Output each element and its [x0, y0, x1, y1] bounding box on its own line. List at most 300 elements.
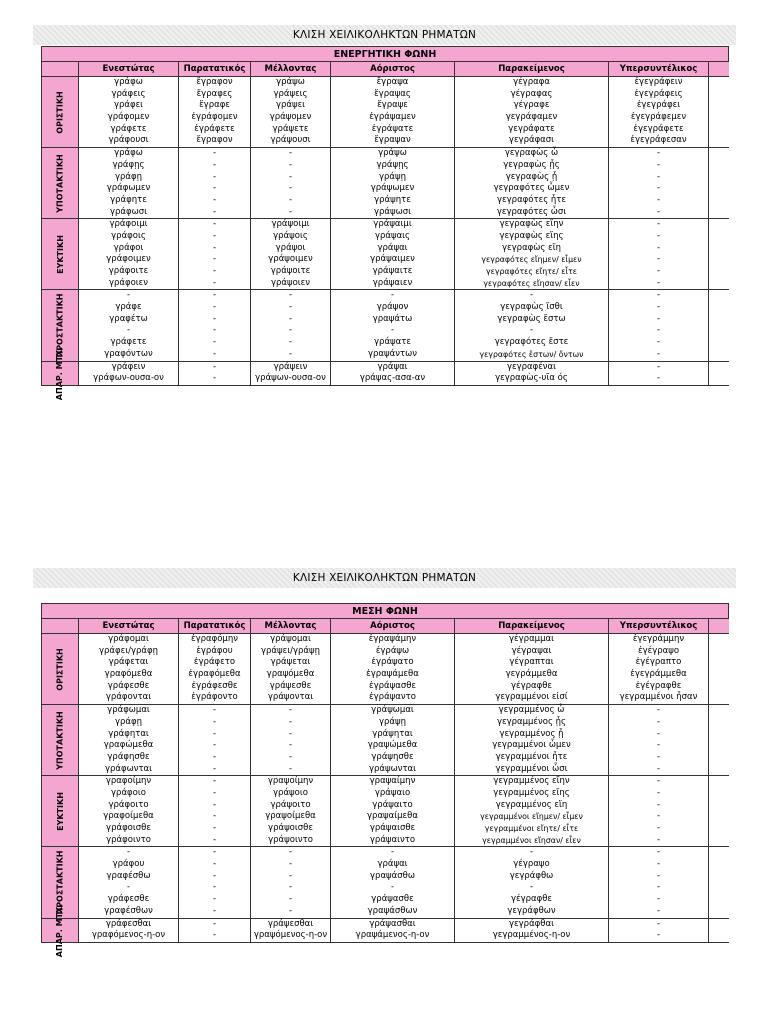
- table-cell: -: [212, 219, 217, 230]
- table-cell: γεγραφὼς-υῖα ός: [495, 373, 568, 384]
- table-cell: γράφωνται: [104, 763, 153, 774]
- tense-column: [455, 148, 609, 218]
- tense-column: [609, 847, 709, 917]
- table-cell: -: [126, 882, 131, 893]
- mood-label-text: ΥΠΟΤΑΚΤΙΚΗ: [55, 153, 65, 213]
- table-cell: -: [288, 171, 293, 182]
- table-cell: γεγραφότες εἴημεν/ εἶμεν: [481, 255, 582, 265]
- table-cell: -: [212, 302, 217, 313]
- mood-group: [41, 847, 729, 918]
- table-cell: -: [390, 882, 395, 893]
- table-cell: ἐγραψάμην: [368, 634, 417, 644]
- table-cell: ἔγραψα: [376, 77, 409, 87]
- table-cell: γράψοιντο: [268, 834, 313, 845]
- table-cell: ἐγράψω: [375, 645, 410, 656]
- table-cell: γέγραψαι: [511, 645, 552, 656]
- table-cell: -: [656, 859, 661, 870]
- table-cell: γράφοιμι: [109, 219, 148, 230]
- column-header: Υπερσυντέλικος: [609, 62, 709, 76]
- tense-column: [251, 290, 331, 360]
- table-cell: γεγραμμένος εἴην: [493, 776, 570, 787]
- table-cell: γράφει/γράφῃ: [99, 645, 158, 656]
- table-cell: γεγραφὼς εἴη: [502, 242, 561, 253]
- table-cell: γράψονται: [267, 692, 314, 703]
- page-title-middle: ΚΛΙΣΗ ΧΕΙΛΙΚΟΛΗΚΤΩΝ ΡΗΜΑΤΩΝ: [33, 568, 736, 588]
- table-cell: -: [656, 183, 661, 194]
- tense-column: [331, 290, 455, 360]
- table-cell: -: [656, 705, 661, 716]
- table-cell: ἔγραφον: [196, 77, 233, 87]
- table-cell: γράψοιμεν: [268, 254, 313, 265]
- table-cell: γράφεις: [111, 88, 146, 99]
- column-header: Ενεστώτας: [79, 62, 179, 76]
- table-cell: γραψόμενος-η-ον: [253, 930, 328, 941]
- column-header: Μέλλοντας: [251, 619, 331, 633]
- table-cell: -: [212, 194, 217, 205]
- tense-column: [251, 634, 331, 704]
- table-cell: γράφω: [114, 77, 143, 87]
- table-cell: -: [656, 230, 661, 241]
- table-cell: γράφεται: [108, 657, 149, 668]
- table-cell: -: [656, 242, 661, 253]
- table-cell: -: [529, 882, 534, 893]
- table-cell: -: [656, 194, 661, 205]
- table-cell: γράφεσθε: [107, 894, 150, 905]
- table-cell: γράψασθαι: [369, 918, 416, 929]
- table-cell: -: [212, 870, 217, 881]
- table-cell: γράφοιμεν: [106, 254, 151, 265]
- table-cell: γράψηται: [372, 728, 413, 739]
- table-cell: γράψαιεν: [372, 277, 413, 288]
- mood-label: [42, 776, 79, 846]
- mood-group: [41, 634, 729, 705]
- table-cell: γεγραφότες ὦμεν: [493, 183, 570, 194]
- table-cell: -: [212, 905, 217, 916]
- table-cell: γεγραμμένοι εἴησαν/ εἶεν: [482, 835, 581, 845]
- table-cell: γεγράφασι: [508, 135, 555, 146]
- table-cell: -: [656, 930, 661, 941]
- tense-column: [79, 919, 179, 942]
- table-cell: γράφωμαι: [107, 705, 150, 716]
- table-cell: γράψητε: [374, 194, 411, 205]
- table-cell: γράψετε: [272, 123, 309, 134]
- table-cell: γράψαιντο: [369, 834, 416, 845]
- table-cell: γράφοις: [111, 230, 146, 241]
- tense-column: [79, 362, 179, 385]
- column-header: Παρατατικός: [179, 619, 251, 633]
- tense-column: [609, 634, 709, 704]
- table-cell: γράφεσθαι: [105, 918, 152, 929]
- table-cell: ἔγραφον: [196, 135, 233, 146]
- table-cell: -: [656, 373, 661, 384]
- table-cell: -: [656, 277, 661, 288]
- table-cell: γράφω: [114, 148, 143, 159]
- table-cell: ἐγραφόμεθα: [188, 669, 241, 680]
- column-header: Παρακείμενος: [455, 62, 609, 76]
- table-cell: γεγραφότες ἦτε: [497, 194, 566, 205]
- table-cell: γεγραφὼς ᾖ: [505, 171, 558, 182]
- mood-group: [41, 776, 729, 847]
- tense-column: [331, 847, 455, 917]
- table-cell: -: [288, 194, 293, 205]
- table-cell: γεγραφὼς ἴσθι: [500, 302, 563, 313]
- table-cell: -: [126, 325, 131, 336]
- tense-column: [455, 77, 609, 147]
- table-cell: -: [288, 847, 293, 858]
- table-cell: γέγραφε: [513, 100, 550, 111]
- table-cell: γράψωμαι: [371, 705, 414, 716]
- tense-column: [179, 362, 251, 385]
- table-cell: γράψειν: [273, 361, 308, 372]
- table-cell: γεγραμμένος-η-ον: [492, 930, 571, 941]
- table-cell: -: [212, 348, 217, 359]
- table-cell: γεγραμμένος εἴη: [495, 799, 568, 810]
- mood-group: [41, 77, 729, 148]
- mood-label: [42, 77, 79, 147]
- table-cell: γραψάσθω: [370, 870, 415, 881]
- tense-column: [179, 290, 251, 360]
- table-cell: γράψαιο: [374, 787, 411, 798]
- table-cell: -: [212, 847, 217, 858]
- table-cell: -: [212, 361, 217, 372]
- table-cell: -: [656, 361, 661, 372]
- table-cell: γραφόμενος-η-ον: [91, 930, 166, 941]
- table-cell: γράψοιεν: [270, 277, 311, 288]
- table-cell: γράφοιντο: [106, 834, 151, 845]
- table-cell: γραψόμεθα: [266, 669, 315, 680]
- tense-column: [455, 219, 609, 289]
- middle-voice-table: [41, 603, 729, 957]
- table-cell: γράφειν: [111, 361, 146, 372]
- table-cell: -: [288, 302, 293, 313]
- tense-column: [251, 776, 331, 846]
- table-cell: ἔγραψε: [377, 100, 408, 111]
- table-cell: γράψοις: [273, 230, 308, 241]
- table-cell: γραψαίμην: [369, 776, 416, 787]
- table-cell: -: [288, 705, 293, 716]
- table-cell: -: [656, 302, 661, 313]
- table-cell: γράψεσθαι: [267, 918, 314, 929]
- active-voice-table: [41, 46, 729, 400]
- tense-column: [179, 77, 251, 147]
- table-cell: γράφῃς: [112, 159, 145, 170]
- table-cell: -: [288, 716, 293, 727]
- mood-group: [41, 219, 729, 290]
- table-cell: γεγραμμένοι ἦτε: [495, 751, 568, 762]
- table-cell: -: [288, 313, 293, 324]
- table-cell: γράψαισθε: [369, 823, 416, 833]
- table-cell: -: [288, 728, 293, 739]
- table-cell: γράφηται: [108, 728, 149, 739]
- tense-column: [79, 847, 179, 917]
- table-cell: γεγράφαμεν: [505, 112, 558, 123]
- table-cell: -: [288, 325, 293, 336]
- table-cell: -: [656, 148, 661, 159]
- table-cell: -: [212, 206, 217, 217]
- table-cell: γράψασθε: [371, 894, 414, 905]
- tense-column: [455, 362, 609, 385]
- table-cell: ἐγεγράφεσαν: [630, 135, 687, 146]
- table-cell: ἐγεγράφει: [636, 100, 681, 111]
- table-cell: γράψομαι: [270, 634, 311, 644]
- table-cell: ἐγράψαμεν: [369, 112, 416, 123]
- table-cell: -: [212, 751, 217, 762]
- mood-label-text: ΕΥΚΤΙΚΗ: [55, 791, 65, 831]
- table-cell: -: [288, 148, 293, 159]
- table-cell: -: [656, 799, 661, 810]
- table-cell: γράφησθε: [107, 751, 150, 762]
- table-cell: ἐγεγράφετε: [633, 123, 684, 134]
- table-cell: -: [288, 905, 293, 916]
- tense-column: [455, 705, 609, 775]
- table-cell: -: [656, 905, 661, 916]
- voice-title: ΕΝΕΡΓΗΤΙΚΗ ΦΩΝΗ: [41, 46, 729, 62]
- table-cell: -: [656, 266, 661, 276]
- table-cell: γεγραφότες ὦσι: [496, 206, 567, 217]
- tense-column: [609, 776, 709, 846]
- table-cell: ἐγράφοντο: [191, 692, 238, 703]
- table-cell: -: [390, 325, 395, 336]
- tense-column: [79, 77, 179, 147]
- table-cell: -: [656, 894, 661, 905]
- table-cell: ἐγράψασθε: [368, 680, 416, 691]
- table-cell: -: [212, 290, 217, 301]
- column-header: Μέλλοντας: [251, 62, 331, 76]
- table-cell: γεγραμμένοι εἴημεν/ εἶμεν: [480, 812, 583, 822]
- table-cell: γεγραφὼς ἔστω: [497, 313, 566, 324]
- table-cell: -: [288, 859, 293, 870]
- tense-column: [331, 705, 455, 775]
- table-cell: ἐγεγράμμεθα: [630, 669, 687, 680]
- column-header: Αόριστος: [331, 62, 455, 76]
- table-cell: γεγράφατε: [508, 123, 555, 134]
- table-cell: γράφοιτε: [108, 266, 149, 276]
- tense-column: [251, 148, 331, 218]
- tense-column: [609, 919, 709, 942]
- table-cell: γράφῃ: [114, 716, 143, 727]
- table-cell: γράψει: [275, 100, 306, 111]
- table-cell: -: [126, 847, 131, 858]
- table-cell: γραψάσθων: [367, 905, 418, 916]
- table-cell: γεγραμμένοι ἦσαν: [619, 692, 698, 703]
- table-cell: γράψατε: [374, 337, 411, 348]
- table-cell: -: [288, 348, 293, 359]
- table-cell: -: [656, 290, 661, 301]
- table-cell: γράψοιτε: [270, 266, 311, 276]
- tense-column: [79, 776, 179, 846]
- tense-column: [179, 219, 251, 289]
- table-cell: γράφεσθε: [107, 680, 150, 691]
- table-cell: -: [212, 823, 217, 833]
- table-cell: ἐγράφετο: [193, 657, 236, 668]
- mood-label: [42, 903, 79, 957]
- table-cell: γράψω: [378, 148, 407, 159]
- table-cell: γεγραμμένος ὦ: [498, 705, 565, 716]
- tense-column: [179, 148, 251, 218]
- table-cell: γεγραφὼς εἴης: [499, 230, 564, 241]
- table-cell: -: [212, 148, 217, 159]
- table-cell: ἔγραψας: [374, 88, 411, 99]
- table-cell: γεγραφὼς ᾖς: [503, 159, 560, 170]
- tense-column: [455, 290, 609, 360]
- table-cell: γεγραμμένοι ὦσι: [495, 763, 568, 774]
- table-cell: γράψεις: [273, 88, 308, 99]
- table-cell: γράφοισθε: [106, 823, 151, 833]
- table-cell: -: [212, 254, 217, 265]
- table-cell: -: [656, 751, 661, 762]
- tense-column: [79, 705, 179, 775]
- column-header: Υπερσυντέλικος: [609, 619, 709, 633]
- table-cell: -: [656, 159, 661, 170]
- table-cell: γράψαι: [377, 242, 408, 253]
- table-cell: -: [288, 206, 293, 217]
- tense-column: [609, 705, 709, 775]
- table-cell: γράφονται: [105, 692, 152, 703]
- table-cell: -: [212, 859, 217, 870]
- table-cell: γράψον: [376, 302, 409, 313]
- table-cell: -: [288, 882, 293, 893]
- table-cell: -: [288, 290, 293, 301]
- table-cell: γεγράφθων: [507, 905, 556, 916]
- table-cell: γράψῃ: [378, 171, 407, 182]
- table-cell: γράψοιτο: [270, 799, 311, 810]
- table-cell: γραφώμεθα: [103, 740, 154, 751]
- tense-column: [179, 705, 251, 775]
- table-cell: ἐγεγράφεις: [634, 88, 683, 99]
- table-cell: -: [212, 882, 217, 893]
- table-cell: γράφωμεν: [106, 183, 151, 194]
- mood-group: [41, 290, 729, 361]
- table-cell: -: [529, 325, 534, 336]
- table-cell: γράψαιμεν: [370, 254, 415, 265]
- table-cell: -: [212, 728, 217, 739]
- mood-label: [42, 148, 79, 218]
- table-cell: γράφομεν: [107, 112, 150, 123]
- table-cell: -: [212, 776, 217, 787]
- table-cell: γέγραμμαι: [509, 634, 554, 644]
- table-cell: ἐγράφεσθε: [191, 680, 238, 691]
- table-cell: -: [656, 740, 661, 751]
- table-cell: -: [288, 740, 293, 751]
- table-cell: γράφητε: [110, 194, 147, 205]
- table-cell: -: [656, 918, 661, 929]
- table-cell: -: [212, 918, 217, 929]
- table-cell: -: [656, 337, 661, 348]
- table-cell: -: [212, 242, 217, 253]
- table-cell: γεγραφέναι: [506, 361, 557, 372]
- tense-column: [609, 290, 709, 360]
- table-cell: γράψοι: [275, 242, 306, 253]
- table-cell: ἐγέγραψο: [637, 645, 680, 656]
- tense-column: [331, 77, 455, 147]
- table-cell: ἐγράφετε: [194, 123, 235, 134]
- table-cell: γράψων-ουσα-ον: [255, 373, 326, 384]
- table-cell: γράφομαι: [108, 634, 149, 644]
- tense-column: [79, 148, 179, 218]
- page-title-active: ΚΛΙΣΗ ΧΕΙΛΙΚΟΛΗΚΤΩΝ ΡΗΜΑΤΩΝ: [33, 25, 736, 45]
- mood-label-text: ΟΡΙΣΤΙΚΗ: [55, 647, 65, 691]
- tense-column: [455, 634, 609, 704]
- table-cell: γράψεσθε: [269, 680, 312, 691]
- table-cell: -: [288, 763, 293, 774]
- table-cell: γράψαις: [374, 230, 411, 241]
- column-header-row: [41, 62, 729, 77]
- tense-column: [251, 847, 331, 917]
- table-cell: ἐγράφομεν: [191, 112, 238, 123]
- table-cell: γράψοισθε: [268, 823, 313, 833]
- table-cell: -: [656, 254, 661, 265]
- table-cell: γραφόμεθα: [104, 669, 153, 680]
- table-cell: γράψεται: [270, 657, 311, 668]
- table-cell: -: [212, 787, 217, 798]
- table-cell: -: [656, 348, 661, 359]
- table-cell: -: [212, 705, 217, 716]
- tense-column: [251, 919, 331, 942]
- table-cell: -: [212, 930, 217, 941]
- mood-label-text: ΠΡΟΣΤΑΚΤΙΚΗ: [55, 293, 65, 358]
- table-cell: γέγραφθε: [510, 680, 553, 691]
- table-cell: ἐγραφόμην: [191, 634, 238, 644]
- tense-column: [179, 847, 251, 917]
- table-cell: γράφοιεν: [108, 277, 149, 288]
- table-cell: γεγραμμένος εἴης: [493, 787, 570, 798]
- table-cell: -: [212, 313, 217, 324]
- table-cell: -: [656, 219, 661, 230]
- table-cell: γράφοι: [113, 242, 144, 253]
- table-cell: γεγραμμένος ᾖς: [496, 716, 567, 727]
- column-header: Παρατατικός: [179, 62, 251, 76]
- table-cell: -: [656, 882, 661, 893]
- table-cell: γεγράφθαι: [509, 918, 554, 929]
- table-cell: -: [212, 763, 217, 774]
- table-cell: γράφωσι: [109, 206, 148, 217]
- table-cell: γράψῃς: [376, 159, 409, 170]
- tense-column: [251, 705, 331, 775]
- tense-column: [179, 919, 251, 942]
- tense-column: [455, 919, 609, 942]
- table-cell: -: [212, 373, 217, 384]
- table-cell: γραφέσθω: [106, 870, 151, 881]
- column-header: Αόριστος: [331, 619, 455, 633]
- table-cell: -: [656, 776, 661, 787]
- table-cell: -: [288, 751, 293, 762]
- table-cell: γραψάτω: [372, 313, 413, 324]
- tense-column: [79, 634, 179, 704]
- table-cell: γεγραφότες εἴησαν/ εἶεν: [483, 278, 580, 288]
- table-cell: -: [656, 325, 661, 336]
- tense-column: [609, 362, 709, 385]
- mood-label: [42, 219, 79, 289]
- table-cell: -: [212, 277, 217, 288]
- table-cell: ἐγράφου: [196, 645, 233, 656]
- table-cell: γράψωσι: [373, 206, 412, 217]
- table-cell: -: [212, 811, 217, 822]
- mood-group: [41, 705, 729, 776]
- table-cell: γεγραμμένοι ὦμεν: [492, 740, 571, 751]
- table-cell: γράψησθε: [371, 751, 414, 762]
- mood-label-text: ΑΠΑΡ. ΜΤΧ.: [55, 346, 65, 400]
- tense-column: [79, 219, 179, 289]
- table-cell: -: [656, 763, 661, 774]
- table-cell: γέγραπται: [509, 657, 554, 668]
- table-cell: ἐγεγράμμην: [632, 634, 685, 644]
- header-corner: [42, 62, 79, 76]
- tense-column: [455, 776, 609, 846]
- table-cell: γράψας-ασα-αν: [359, 373, 426, 384]
- table-cell: γράψοιο: [273, 787, 308, 798]
- table-cell: γεγραμμένοι εἰσί: [495, 692, 568, 703]
- table-cell: -: [529, 847, 534, 858]
